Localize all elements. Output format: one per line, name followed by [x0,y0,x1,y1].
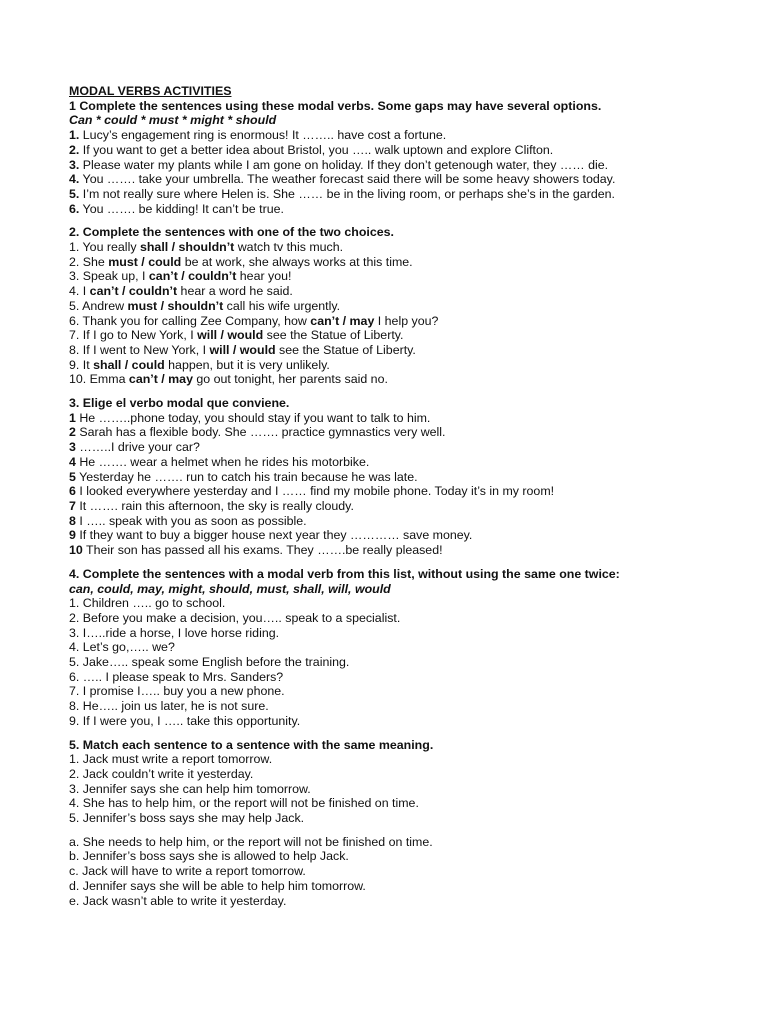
s2-item-text: I help you? [374,313,439,328]
s3-item [69,528,709,543]
s1-item-number: 6. [69,201,80,216]
s2-item-text: 7. If I go to New York, I [69,328,198,343]
s2-item-choice: shall / could [93,357,165,372]
s3-item [69,514,709,529]
s3-item-number: 5 [69,469,76,484]
s5-answer: c. Jack will have to write a report tomorrow. [69,864,306,879]
s4-item: 7. I promise I….. buy you a new phone. [69,684,285,699]
s3-item-number: 4 [69,454,76,469]
s2-item-text: see the Statue of Liberty. [275,342,416,357]
s3-item-text: I looked everywhere yesterday and I …… find my mobile phone. Today it’s in my room! [75,484,555,499]
s2-item-text: 1. You really [69,240,140,255]
s1-item [69,158,709,173]
s3-item [69,499,709,514]
s1-item-text: If you want to get a better idea about Bristol, you ….. walk uptown and explore Clifton. [79,142,554,157]
s1-item-text: You ……. be kidding! It can’t be true. [79,201,284,216]
s1-item-number: 3. [69,157,80,172]
s1-item [69,128,709,143]
s2-item [69,269,709,284]
section-2-heading: 2. Complete the sentences with one of the two choices. [69,225,394,240]
s2-item [69,372,709,387]
s2-item-text: watch tv this much. [234,240,344,255]
s2-item-text: 9. It [69,357,94,372]
s3-item-number: 8 [69,513,76,528]
s3-item-number: 6 [69,484,76,499]
s2-item [69,328,709,343]
s3-item-number: 7 [69,498,76,513]
s3-item-text: He ……. wear a helmet when he rides his motorbike. [75,454,370,469]
s2-item [69,299,709,314]
s2-item-choice: can’t / may [128,372,193,387]
s2-item-choice: can’t / couldn’t [148,269,237,284]
s3-item-number: 3 [69,440,76,455]
s1-item-text: Please water my plants while I am gone on holiday. If they don’t getenough water, they …… die. [79,157,609,172]
section-3-heading: 3. Elige el verbo modal que conviene. [69,396,290,411]
s1-item-number: 5. [69,186,80,201]
s2-item-text: happen, but it is very unlikely. [164,357,330,372]
s1-item-text: I’m not really sure where Helen is. She …… be in the living room, or perhaps she’s in the garden. [79,186,615,201]
s2-item-choice: will / would [209,342,276,357]
s1-item [69,202,709,217]
section-1-options: Can * could * must * might * should [69,113,277,128]
s2-item [69,240,709,255]
s3-item-text: If they want to buy a bigger house next year they ………… save money. [75,528,473,543]
s3-item-text: ……..I drive your car? [75,440,200,455]
s5-item: 3. Jennifer says she can help him tomorrow. [69,781,311,796]
s2-item [69,358,709,373]
s2-item-choice: will / would [197,328,264,343]
s3-item-number: 10 [69,543,83,558]
s1-item [69,187,709,202]
s3-item-text: I ….. speak with you as soon as possible. [75,513,307,528]
s3-item-text: Sarah has a flexible body. She ……. practice gymnastics very well. [75,425,446,440]
s1-item-number: 2. [69,142,80,157]
s2-item-choice: can’t / may [310,313,375,328]
s1-item [69,143,709,158]
s2-item-text: 5. Andrew [69,298,128,313]
s2-item-text: see the Statue of Liberty. [263,328,404,343]
s4-item: 8. He….. join us later, he is not sure. [69,699,269,714]
s2-item-choice: must / could [108,254,182,269]
s2-item-text: 4. I [69,284,90,299]
s4-item: 4. Let’s go,….. we? [69,640,175,655]
s3-item [69,470,709,485]
section-4-heading: 4. Complete the sentences with a modal verb from this list, without using the same one twice: [69,566,620,581]
s5-answer: a. She needs to help him, or the report will not be finished on time. [69,834,433,849]
s3-item-text: He ……..phone today, you should stay if you want to talk to him. [75,410,431,425]
page-title: MODAL VERBS ACTIVITIES [69,84,232,98]
s3-item-number: 1 [69,410,76,425]
section-1-heading: 1 Complete the sentences using these modal verbs. Some gaps may have several options. [69,98,602,113]
s2-item-text: be at work, she always works at this time. [181,254,413,269]
s2-item-text: hear you! [236,269,292,284]
s4-item: 3. I…..ride a horse, I love horse riding. [69,625,280,640]
s4-item: 6. ….. I please speak to Mrs. Sanders? [69,669,284,684]
s5-answer: b. Jennifer’s boss says she is allowed to help Jack. [69,849,349,864]
s1-item-number: 4. [69,172,80,187]
worksheet [69,84,709,908]
s5-item: 1. Jack must write a report tomorrow. [69,752,273,767]
s3-item [69,411,709,426]
s1-item-text: You ……. take your umbrella. The weather forecast said there will be some heavy showers today. [79,172,616,187]
s3-item [69,440,709,455]
s2-item-text: go out tonight, her parents said no. [192,372,388,387]
s3-item [69,543,709,558]
s1-item [69,172,709,187]
s4-item: 2. Before you make a decision, you….. speak to a specialist. [69,610,401,625]
s2-item-choice: shall / shouldn’t [139,240,235,255]
s3-item-number: 9 [69,528,76,543]
s2-item-text: 3. Speak up, I [69,269,149,284]
s2-item-text: 2. She [69,254,109,269]
s4-item: 5. Jake….. speak some English before the training. [69,655,350,670]
s3-item [69,455,709,470]
s5-answer: e. Jack wasn’t able to write it yesterday. [69,893,287,908]
s5-item: 4. She has to help him, or the report will not be finished on time. [69,796,419,811]
s2-item [69,343,709,358]
s3-item-text: Yesterday he ……. run to catch his train because he was late. [75,469,418,484]
s2-item-text: 6. Thank you for calling Zee Company, how [69,313,311,328]
s4-item: 9. If I were you, I ….. take this opportunity. [69,713,301,728]
s2-item [69,284,709,299]
section-4-options: can, could, may, might, should, must, shall, will, would [69,581,391,596]
s2-item-text: 10. Emma [69,372,129,387]
s1-item-number: 1. [69,128,80,143]
s2-item [69,255,709,270]
s5-item: 2. Jack couldn’t write it yesterday. [69,766,254,781]
s2-item-text: call his wife urgently. [223,298,341,313]
s2-item [69,314,709,329]
s2-item-choice: can’t / couldn’t [89,284,178,299]
s3-item [69,425,709,440]
s3-item-number: 2 [69,425,76,440]
s4-item: 1. Children ….. go to school. [69,596,226,611]
s3-item-text: Their son has passed all his exams. They …….be really pleased! [82,543,443,558]
s3-item [69,484,709,499]
s2-item-choice: must / shouldn’t [127,298,224,313]
section-5-heading: 5. Match each sentence to a sentence with the same meaning. [69,737,434,752]
s3-item-text: It ……. rain this afternoon, the sky is really cloudy. [75,498,354,513]
s2-item-text: hear a word he said. [177,284,293,299]
s5-answer: d. Jennifer says she will be able to help him tomorrow. [69,878,366,893]
s1-item-text: Lucy’s engagement ring is enormous! It …….. have cost a fortune. [79,128,447,143]
s2-item-text: 8. If I went to New York, I [69,342,210,357]
s5-item: 5. Jennifer’s boss says she may help Jack. [69,811,305,826]
